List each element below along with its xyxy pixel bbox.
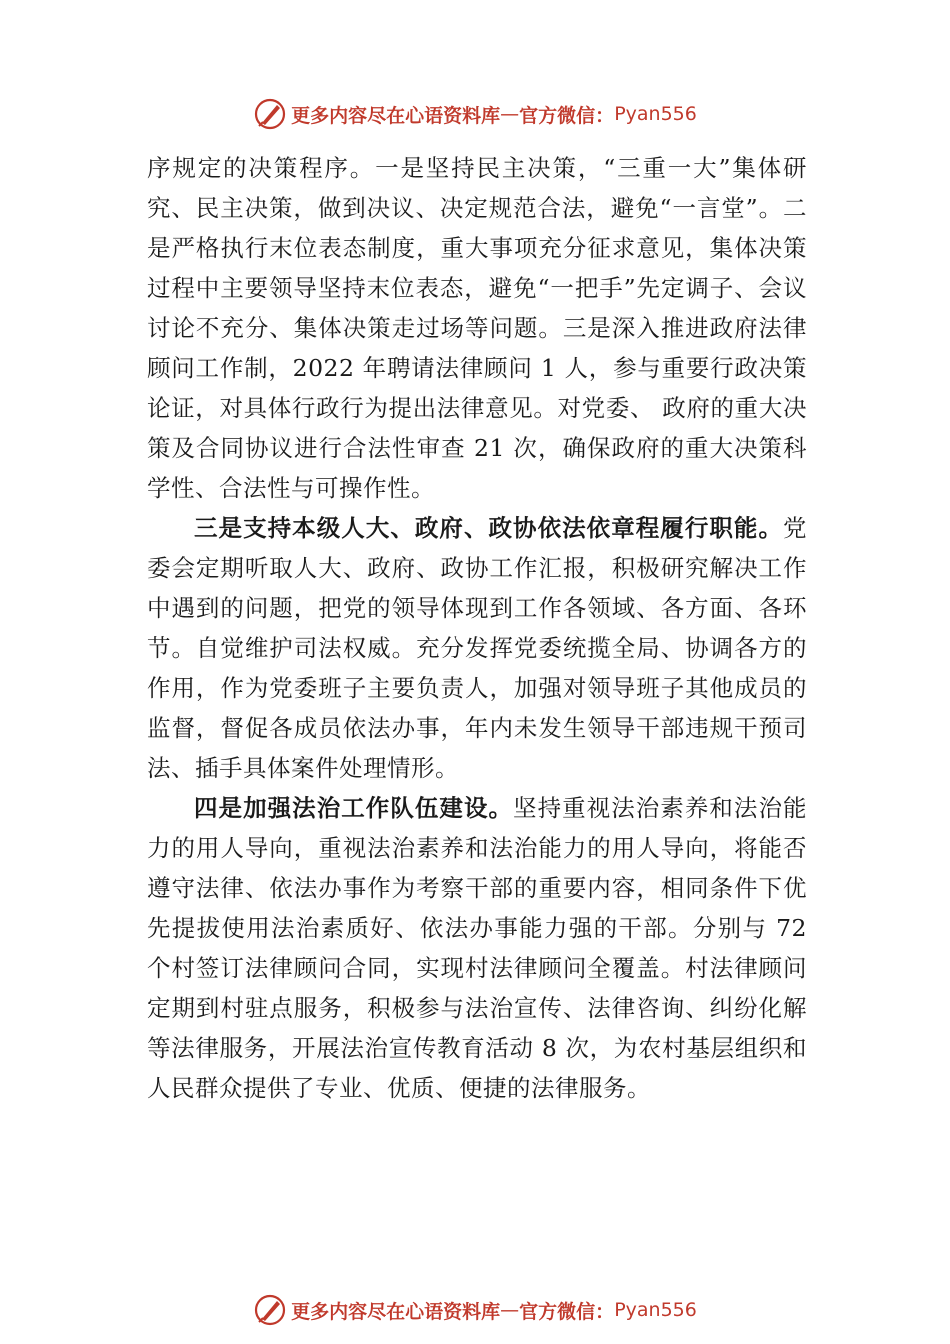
paragraph-1	[147, 148, 807, 508]
quill-pen-icon	[253, 97, 287, 131]
document-body	[147, 148, 807, 1108]
footer-separator: —	[500, 1299, 520, 1321]
paragraph-2	[147, 508, 807, 788]
paragraph-3-text: 坚持重视法治素养和法治能力的用人导向，重视法治素养和法治能力的用人导向，将能否遵守法律、依法办事作为考察干部的重要内容，相同条件下优先提拔使用法治素质好、依法办事能力强的干部。分别与 72 个村签订法律顾问合同，实现村法律顾问全覆盖。村法律顾问定期到村驻点服务，积极参与法治宣传、法律咨询、纠纷化解等法律服务，开展法治宣传教育活动 8 次，为农村基层组织和人民群众提供了专业、优质、便捷的法律服务。	[147, 794, 808, 1102]
footer-brand-text: 更多内容尽在心语资料库	[291, 1300, 501, 1323]
paragraph-3	[147, 788, 807, 1108]
footer-banner	[0, 1290, 950, 1330]
footer-wechat-label: 官方微信：	[519, 1300, 615, 1323]
header-banner	[0, 94, 950, 134]
paragraph-2-heading: 三是支持本级人大、政府、政协依法依章程履行职能。	[194, 514, 783, 542]
header-brand-text: 更多内容尽在心语资料库	[291, 104, 501, 127]
header-separator: —	[500, 103, 520, 125]
header-wechat-label: 官方微信：	[519, 104, 615, 127]
quill-pen-icon	[253, 1293, 287, 1327]
paragraph-1-text: 序规定的决策程序。一是坚持民主决策，“三重一大”集体研究、民主决策，做到决议、决定规范合法，避免“一言堂”。二是严格执行末位表态制度，重大事项充分征求意见，集体决策过程中主要领导坚持末位表态，避免“一把手”先定调子、会议讨论不充分、集体决策走过场等问题。三是深入推进政府法律顾问工作制，2022 年聘请法律顾问 1 人，参与重要行政决策论证，对具体行政行为提出法律意见。对党委、 政府的重大决策及合同协议进行合法性审查 21 次，确保政府的重大决策科学性、合法性与可操作性。	[147, 154, 807, 502]
paragraph-2-text: 党委会定期听取人大、政府、政协工作汇报，积极研究解决工作中遇到的问题，把党的领导体现到工作各领域、各方面、各环节。自觉维护司法权威。充分发挥党委统揽全局、协调各方的作用，作为党委班子主要负责人，加强对领导班子其他成员的监督，督促各成员依法办事，年内未发生领导干部违规干预司法、插手具体案件处理情形。	[147, 514, 807, 782]
header-wechat-id: Pyan556	[614, 103, 697, 125]
footer-wechat-id: Pyan556	[614, 1299, 697, 1321]
paragraph-3-heading: 四是加强法治工作队伍建设。	[194, 794, 514, 822]
